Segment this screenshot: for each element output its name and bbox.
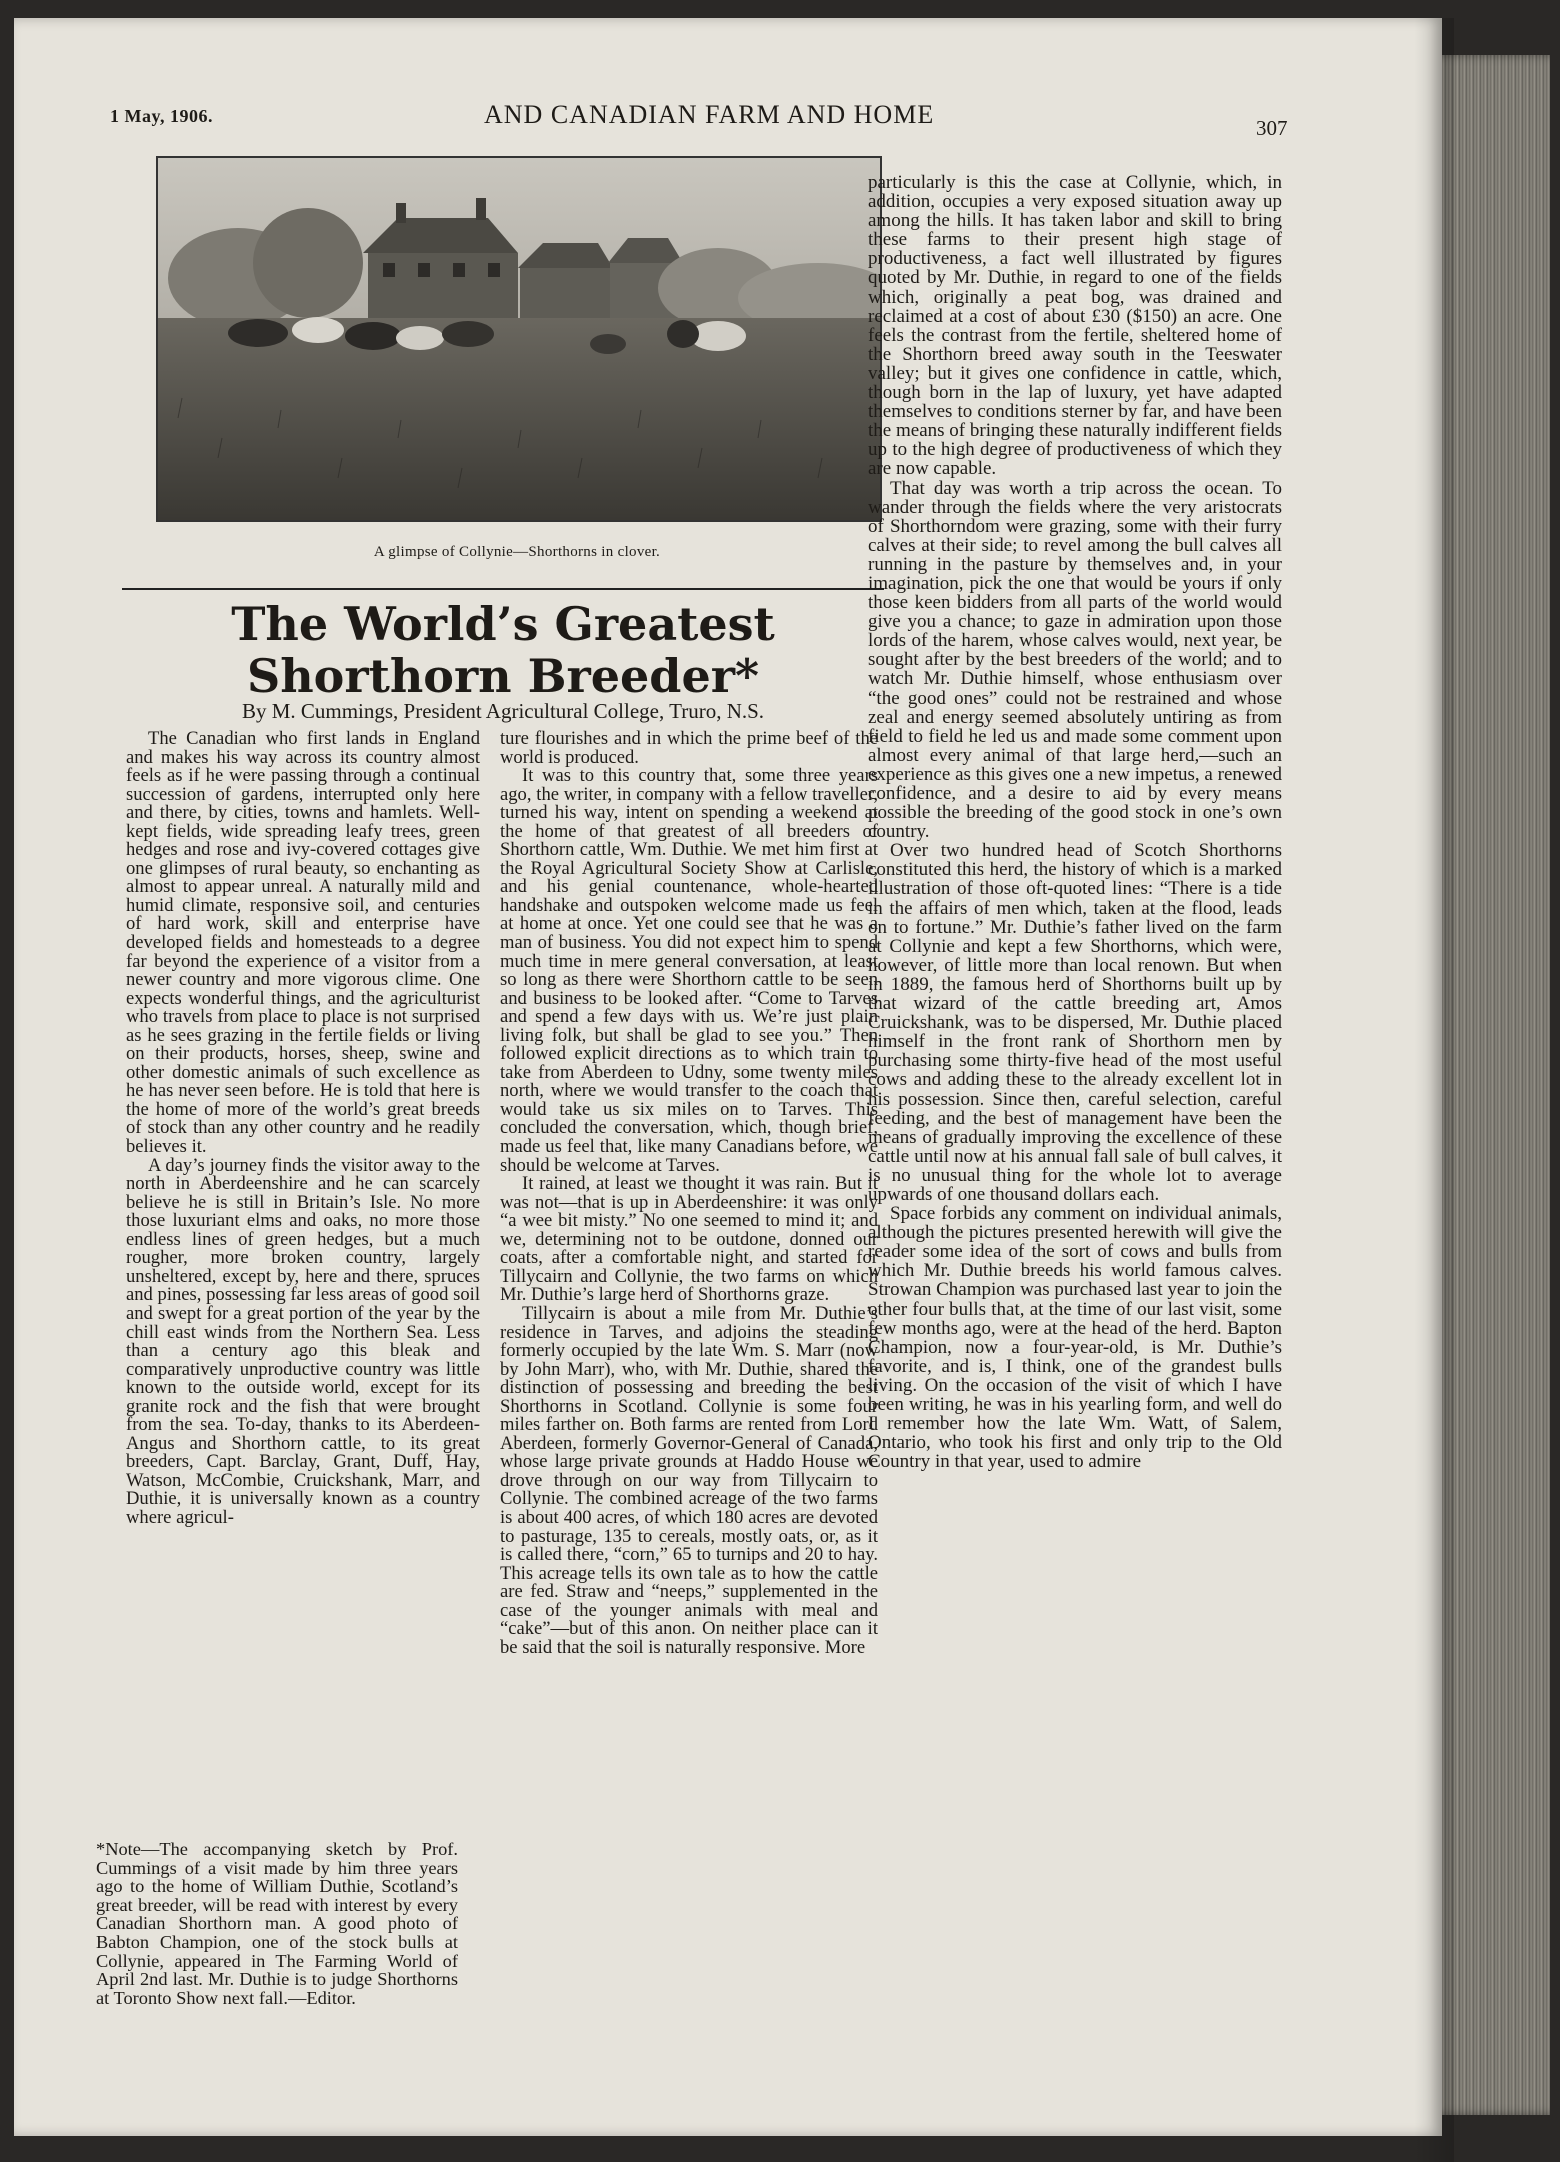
column-3 — [868, 173, 1282, 1471]
paragraph: A day’s journey finds the visitor away to the north in Aberdeenshire and he can scarcely believe he is still in Britain’s Isle. No more those luxuriant elms and oaks, no more those endless lines of green hedges, but a much rougher, more broken country, largely unsheltered, except by, here and there, spruces and pines, possessing far less areas of good soil and swept for a great portion of the year by the chill east winds from the Northern Sea. Less than a century ago this bleak and comparatively unproductive country was little known to the outside world, except for its granite rock and the fish that were brought from the sea. To-day, thanks to its Aberdeen-Angus and Shorthorn cattle, to its great breeders, Capt. Barclay, Grant, Duff, Hay, Watson, McCombie, Cruickshank, Marr, and Duthie, it is universally known as a country where agricul- — [126, 1154, 480, 1528]
paragraph: Over two hundred head of Scotch Shorthorns constituted this herd, the history of which is a marked illustration of those oft-quoted lines: “There is a tide in the affairs of men which, taken at the flood, leads on to fortune.” Mr. Duthie’s father lived on the farm at Collynie and kept a few Shorthorns, which were, however, of little more than local renown. But when in 1889, the famous herd of Shorthorns built up by that wizard of the cattle breeding art, Amos Cruickshank, was to be dispersed, Mr. Duthie placed himself in the front rank of Shorthorn men by purchasing some thirty-five head of the most useful cows and adding these to the already excellent lot in his possession. Since then, careful selection, careful feeding, and the best of management have been the means of gradually improving the excellence of these cattle until now at his annual fall sale of bull calves, it is no unusual thing for the whole lot to average upwards of one thousand dollars each. — [868, 840, 1282, 1205]
issue-date: 1 May, 1906. — [110, 106, 213, 126]
photo-caption: A glimpse of Collynie—Shorthorns in clover. — [373, 544, 661, 560]
magazine-page — [14, 18, 1442, 2136]
publication-title: AND CANADIAN FARM AND HOME — [484, 100, 935, 129]
article-headline: The World’s Greatest Shorthorn Breeder* — [231, 597, 775, 703]
paragraph: It rained, at least we thought it was rain. But it was not—that is up in Aberdeenshire: it was only “a wee bit misty.” No one seemed to mind it; and we, determining not to be outdone, donned our coats, after a comfortable night, and started for Tillycairn and Collynie, the two farms on which Mr. Duthie’s large herd of Shorthorns graze. — [500, 1173, 878, 1306]
photo-illustration — [158, 158, 880, 520]
paragraph: Space forbids any comment on individual animals, although the pictures presented herewith will give the reader some idea of the sort of cows and bulls from which Mr. Duthie breeds his world famous calves. Strowan Champion was purchased last year to join the other four bulls that, at the time of our last visit, some few months ago, were at the head of the herd. Bapton Champion, now a four-year-old, is Mr. Duthie’s favorite, and is, I think, one of the grandest bulls living. On the occasion of the visit of which I have been writing, he was in his yearling form, and well do I remember how the late Wm. Watt, of Salem, Ontario, who took his first and only trip to the Old Country in that year, used to admire — [868, 1203, 1282, 1473]
paragraph: That day was worth a trip across the ocean. To wander through the fields where the very aristocrats of Shorthorndom were grazing, some with their furry calves at their side; to revel among the bull calves all running in the pasture by themselves and, in your imagination, pick the one that would be yours if only those keen bidders from all parts of the world would give you a chance; to gaze in admiration upon those lords of the harem, whose calves would, next year, be sought after by the best breeders of the world; and to watch Mr. Duthie himself, whose enthusiasm over “the good ones” could not be restrained and whose zeal and energy seemed absolutely untiring as from field to field he led us and made some comment upon almost every animal of that large herd,—such an experience as this gives one a new impetus, a renewed confidence, and a desire to aid by every means possible the breeding of the good stock in one’s own country. — [868, 477, 1282, 843]
farmhouse-photo — [156, 156, 882, 522]
page-number: 307 — [1256, 116, 1288, 140]
paragraph: particularly is this the case at Collynie, which, in addition, occupies a very exposed situation away up among the hills. It has taken labor and skill to bring these farms to their present high stage of productiveness, a fact well illustrated by figures quoted by Mr. Duthie, in regard to one of the fields which, originally a peat bog, was drained and reclaimed at a cost of about £30 ($150) an acre. One feels the contrast from the fertile, sheltered home of the Shorthorn breed away south in the Teeswater valley; but it gives one confidence in cattle, which, though born in the lap of luxury, yet have adapted themselves to conditions sterner by far, and have been the means of bringing these naturally indifferent fields up to the high degree of productiveness of which they are now capable. — [868, 172, 1282, 480]
paragraph: The Canadian who first lands in England and makes his way across its country almost feels as if he were passing through a continual succession of gardens, interrupted only here and there, by cities, towns and hamlets. Well-kept fields, wide spreading leafy trees, green hedges and rose and ivy-covered cottages give one glimpses of rural beauty, so enchanting as almost to appear unreal. A naturally mild and humid climate, responsive soil, and centuries of hard work, skill and enterprise have developed fields and homesteads to a degree far beyond the experience of a visitor from a newer country and more vigorous clime. One expects wonderful things, and the agriculturist who travels from place to place is not surprised as he sees grazing in the fertile fields or living on their products, horses, sheep, swine and other domestic animals of such excellence as he has never seen before. He is told that here is the home of more of the world’s great breeds of stock than any other country and he readily believes it. — [126, 728, 480, 1158]
paragraph: Tillycairn is about a mile from Mr. Duthie’s residence in Tarves, and adjoins the steading formerly occupied by the late Wm. S. Marr (now by John Marr), who, with Mr. Duthie, shared the distinction of possessing and breeding the best Shorthorns in Scotland. Collynie is some four miles farther on. Both farms are rented from Lord Aberdeen, formerly Governor-General of Canada, whose large private grounds at Haddo House we drove through on our way from Tillycairn to Collynie. The combined acreage of the two farms is about 400 acres, of which 180 acres are devoted to pasturage, 135 to cereals, mostly oats, or, as it is called there, “corn,” 65 to turnips and 20 to hay. This acreage tells its own tale as to how the cattle are fed. Straw and “neeps,” supplemented in the case of the younger animals with meal and “cake”—but of this anon. On neither place can it be said that the soil is naturally responsive. More — [500, 1302, 878, 1658]
column-2 — [500, 730, 878, 1657]
paragraph: ture flourishes and in which the prime beef of the world is produced. — [500, 728, 878, 768]
editor-footnote: *Note—The accompanying sketch by Prof. Cummings of a visit made by him three years ago to the home of William Duthie, Scotland’s great breeder, will be read with interest by every Canadian Shorthorn man. A good photo of Babton Champion, one of the stock bulls at Collynie, appeared in The Farming World of April 2nd last. Mr. Duthie is to judge Shorthorns at Toronto Show next fall.—Editor. — [96, 1839, 458, 2008]
article-byline: By M. Cummings, President Agricultural College, Truro, N.S. — [241, 699, 765, 723]
column-1 — [126, 730, 480, 1528]
paragraph: It was to this country that, some three years ago, the writer, in company with a fellow traveller, turned his way, intent on spending a weekend at the home of that greatest of all breeders of Shorthorn cattle, Wm. Duthie. We met him first at the Royal Agricultural Society Show at Carlisle, and his genial countenance, whole-hearted handshake and outspoken welcome made us feel at home at once. Yet one could see that he was a man of business. You did not expect him to spend much time in mere general conversation, at least so long as there were Shorthorn cattle to be seen and business to be looked after. “Come to Tarves and spend a few days with us. We’re just plain living folk, but shall be glad to see you.” Then followed explicit directions as to which train to take from Aberdeen to Udny, some twenty miles north, where we would transfer to the coach that would take us six miles on to Tarves. This concluded the conversation, which, though brief, made us feel that, like many Canadians before, we should be welcome at Tarves. — [500, 765, 878, 1176]
headline-rule — [122, 588, 884, 590]
page-gutter-shadow — [1414, 18, 1454, 2162]
